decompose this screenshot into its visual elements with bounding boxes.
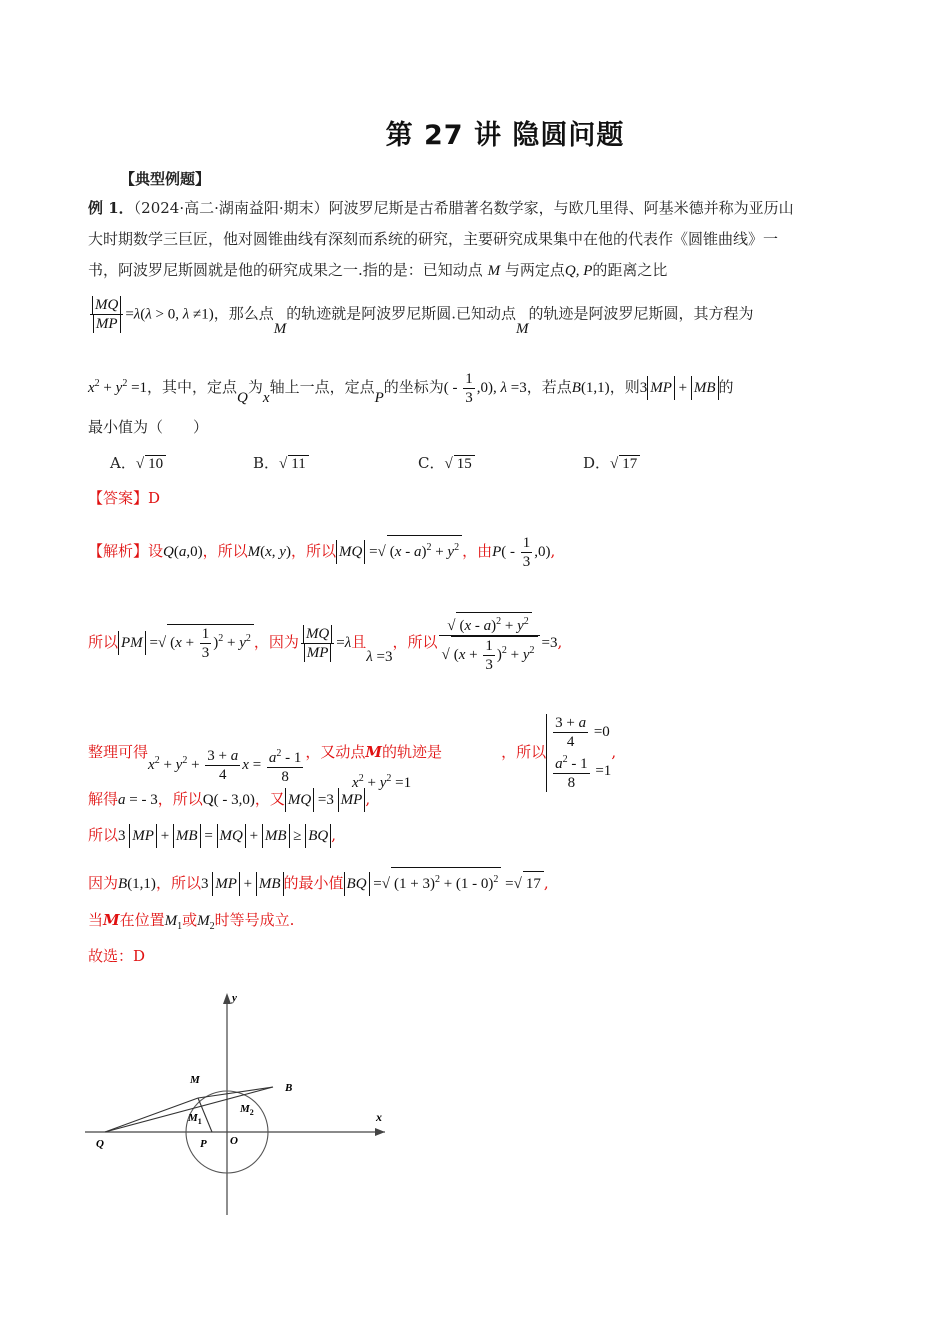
solution-line-2: 所以 PM =√ (x + $\frac{1}{3}$ )$^2 + y^2$ ，因为 $\frac{MQ}{MP}$ =λ且λ =3，所以 √ $(x - a)^2 + y^2$ √ (x + $\frac{1}{3}$ )$^2 + y^2$ =3, xyxy=(88,612,562,674)
example-label: 例 1． xyxy=(88,199,134,217)
option-d[interactable]: D．√ 17 xyxy=(583,452,640,473)
solution-line-6: 因为B(1,1)，所以3 MP + MB 的最小值 BQ =√ $(1 + 3)^2 + (1 - 0)^2$ =√ 17 , xyxy=(88,867,549,896)
geometry-figure xyxy=(80,985,400,1225)
example-line-4: $\frac{MQ}{MP}$ =λ(λ > 0, λ ≠1)，那么点M的轨迹就是阿波罗尼斯圆.已知动点M的轨迹是阿波罗尼斯圆，其方程为 xyxy=(88,296,754,333)
label-M2: $M_2$ xyxy=(240,1103,254,1117)
example-source: （2024·高二·湖南益阳·期末） xyxy=(133,199,329,217)
example-line-5: $x^2 + y^2 =1$，其中，定点Q为x轴上一点，定点P的坐标为( - $\frac{1}{3}$ ,0), λ =3，若点B(1,1)，则3 MP + MB 的 xyxy=(88,371,734,406)
label-M: M xyxy=(190,1074,200,1086)
page-title: 第 27 讲 隐圆问题 xyxy=(385,120,625,151)
solution-line-1: 【解析】设Q(a,0)，所以M(x, y)，所以 MQ =√ $(x - a)^2 + y^2$ ，由P( - $\frac{1}{3}$ ,0), xyxy=(88,535,556,570)
solution-line-4: 解得a = - 3，所以Q( - 3,0)，又 MQ =3 MP , xyxy=(88,787,370,812)
example-line-1: 例 1．（2024·高二·湖南益阳·期末）阿波罗尼斯是古希腊著名数学家，与欧几里得、阿基米德并称为亚历山 xyxy=(88,199,794,217)
label-O: O xyxy=(230,1135,238,1147)
solution-line-3: 整理可得$x^2 + y^2$ + $\frac{3 + a}{4}$ x = $\frac{a^2 - 1}{8}$ ，又动点M的轨迹是$x^2 + y^2 =1$，所以 $\frac{3 + a}{4}$ =0 $\frac{a^2 - 1}{8}$ =1 , xyxy=(88,715,617,791)
example-line-6: 最小值为（ ） xyxy=(88,418,209,436)
label-P: P xyxy=(200,1138,207,1150)
y-axis-arrow-icon xyxy=(223,993,231,1004)
solution-line-5: 所以3 MP + MB = MQ + MB ≥ BQ , xyxy=(88,823,336,848)
label-y: y xyxy=(232,992,237,1004)
option-a[interactable]: A．√ 10 xyxy=(110,452,166,473)
solution-line-8: 故选：D xyxy=(88,947,146,965)
section-heading: 【典型例题】 xyxy=(120,170,211,188)
label-x: x xyxy=(376,1110,382,1124)
line-MB xyxy=(198,1087,273,1098)
example-line-2: 大时期数学三巨匠，他对圆锥曲线有深刻而系统的研究，主要研究成果集中在他的代表作《圆锥曲线》一 xyxy=(88,230,779,248)
option-c[interactable]: C．√ 15 xyxy=(418,452,475,473)
label-Q: Q xyxy=(96,1138,104,1150)
solution-line-7: 当M在位置$M_1$或$M_2$时等号成立. xyxy=(88,911,295,932)
answer: 【答案】D xyxy=(88,489,161,507)
x-axis-arrow-icon xyxy=(375,1128,385,1136)
line-MP xyxy=(198,1098,212,1132)
line-QM xyxy=(105,1098,198,1132)
label-B: B xyxy=(285,1082,293,1094)
example-line-3: 书，阿波罗尼斯圆就是他的研究成果之一.指的是：已知动点 M 与两定点Q, P的距离之比 xyxy=(88,261,668,279)
label-M1: $M_1$ xyxy=(188,1112,202,1126)
option-b[interactable]: B．√ 11 xyxy=(253,452,309,473)
